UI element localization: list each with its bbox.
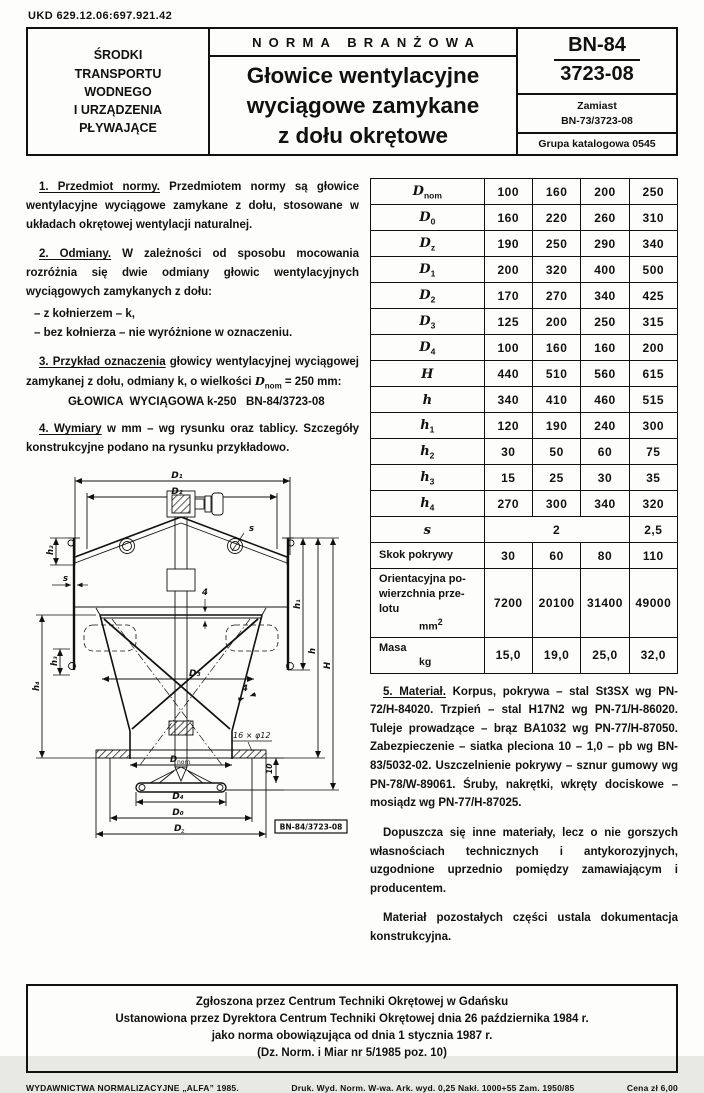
dim-value: 80 (581, 543, 629, 569)
dim-label: $D_3$ (371, 309, 485, 335)
dim-label: $D_{nom}$ (371, 179, 485, 205)
dim-label-h2: h₂ (46, 544, 56, 555)
section-4-text: w mm – wg rysunku oraz tablicy. Szczegóły konstrukcyjne podano na rysunku przykładowo. (26, 423, 359, 454)
dim-label-d4: D₄ (172, 791, 184, 802)
dimension-table (370, 178, 678, 673)
dim-label-d0: D₀ (172, 807, 184, 818)
dim-value: 560 (581, 361, 629, 387)
dim-value: 50 (532, 439, 580, 465)
dim-value: 2 (484, 517, 629, 543)
dim-value: 515 (629, 387, 677, 413)
section-2 (26, 245, 359, 301)
replaces-label: Zamiast (577, 100, 617, 112)
dim-value: 35 (629, 465, 677, 491)
dim-value: 460 (581, 387, 629, 413)
dim-value: 200 (484, 257, 532, 283)
dim-value: 170 (484, 283, 532, 309)
section-2-heading: 2. Odmiany. (39, 248, 112, 261)
dim-value: 510 (532, 361, 580, 387)
table-row (371, 638, 678, 673)
section-2-bullets (26, 305, 359, 342)
dim-label-d3: D₃ (189, 668, 201, 679)
right-column (370, 178, 678, 957)
replaces-value: BN-73/3723-08 (561, 114, 633, 127)
dim-value: 270 (484, 491, 532, 517)
dim-label: H (371, 361, 485, 387)
dim-label-4-funnel: 4 (242, 683, 248, 694)
dim-value: 60 (581, 439, 629, 465)
table-row (371, 257, 678, 283)
dim-value: 410 (532, 387, 580, 413)
dim-value: 300 (629, 413, 677, 439)
table-row (371, 413, 678, 439)
title-line: wyciągowe zamykane (246, 92, 480, 118)
dim-value: 340 (484, 387, 532, 413)
approval-line: Ustanowiona przez Dyrektora Centrum Techniki Okrętowej dnia 26 października 1984 r. (115, 1012, 589, 1025)
section-1-text: Przedmiotem normy są głowice wentylacyjne wyciągowe zamykane z dołu, stosowane w układach okrętowej wentylacji naturalnej. (26, 181, 359, 231)
dim-value: 190 (484, 231, 532, 257)
dim-value: 320 (532, 257, 580, 283)
dim-value: 120 (484, 413, 532, 439)
table-row (371, 465, 678, 491)
standard-number-cell (516, 29, 676, 154)
dim-value: 340 (629, 231, 677, 257)
dim-label-10: 10 (265, 763, 274, 774)
section-2-text: W zależności od sposobu mocowania rozróżnia się dwie odmiany głowic wentylacyjnych wyciągowych zamykanych z dołu: (26, 248, 359, 298)
dim-label: $h_3$ (371, 465, 485, 491)
dim-label: Skok pokrywy (371, 543, 485, 569)
approval-line: Zgłoszona przez Centrum Techniki Okrętowej w Gdańsku (195, 995, 509, 1008)
table-row (371, 439, 678, 465)
category-line: WODNEGO (84, 84, 152, 99)
dim-value: 2,5 (629, 517, 677, 543)
dim-value: 75 (629, 439, 677, 465)
table-row (371, 283, 678, 309)
bullet-item: – bez kołnierza – nie wyróżnione w oznaczeniu. (34, 326, 293, 339)
dim-label-s-cone: s (249, 523, 255, 534)
dim-label: Orientacyjna po- wierzchnia prze- lotu $mm^2$ (371, 569, 485, 638)
dim-value: 100 (484, 179, 532, 205)
section-3-text: głowicy wentylacyjnej wyciągowej zamykanej z dołu, odmiany k, o wielkości (26, 356, 359, 388)
dim-value: 500 (629, 257, 677, 283)
dim-value: 20100 (532, 569, 580, 638)
document-title (210, 57, 516, 154)
category-line: ŚRODKI (93, 48, 143, 63)
section-5-heading: 5. Materiał. (383, 685, 446, 698)
left-column (26, 178, 359, 855)
dim-value: 340 (581, 491, 629, 517)
table-row (371, 205, 678, 231)
dim-value: 60 (532, 543, 580, 569)
dim-label-h: h (308, 647, 318, 654)
content-columns (26, 178, 678, 957)
section-1 (26, 178, 359, 234)
standard-number-code: 3723-08 (560, 63, 634, 85)
approval-line: (Dz. Norm. i Miar nr 5/1985 poz. 10) (257, 1047, 447, 1060)
dim-value: 19,0 (532, 638, 580, 673)
standard-header-box (26, 27, 678, 156)
dim-value: 200 (581, 179, 629, 205)
dim-value: 32,0 (629, 638, 677, 673)
section-1-heading: 1. Przedmiot normy. (39, 181, 160, 194)
category-line: TRANSPORTU (74, 66, 162, 81)
title-line: Głowice wentylacyjne (246, 63, 480, 89)
dim-value: 160 (532, 179, 580, 205)
replaces-cell (518, 95, 676, 134)
section-3-heading: 3. Przykład oznaczenia (39, 356, 166, 369)
section-5 (370, 683, 678, 947)
dim-label-h1: h₁ (293, 598, 303, 609)
dim-label-s-wall: s (63, 573, 69, 584)
approval-line: jako norma obowiązująca od dnia 1 stycznia 1987 r. (211, 1030, 493, 1043)
dim-label-4-cover: 4 (202, 587, 208, 598)
dim-value: 100 (484, 335, 532, 361)
table-row (371, 231, 678, 257)
category-cell (28, 29, 210, 154)
dim-value: 290 (581, 231, 629, 257)
dim-value: 7200 (484, 569, 532, 638)
dim-label-d2: D₂ (171, 486, 183, 497)
technical-drawing-container (26, 469, 359, 856)
dim-label: $D_1$ (371, 257, 485, 283)
table-row (371, 309, 678, 335)
dim-label-dz-sub: z (181, 826, 185, 835)
dim-value: 25,0 (581, 638, 629, 673)
dim-value: 340 (581, 283, 629, 309)
dim-value: 250 (629, 179, 677, 205)
technical-drawing (26, 469, 359, 851)
dim-value: 320 (629, 491, 677, 517)
holes-note: 16 × φ12 (233, 730, 271, 740)
section-3 (26, 353, 359, 393)
table-row (371, 335, 678, 361)
dim-value: 400 (581, 257, 629, 283)
dim-value: 15,0 (484, 638, 532, 673)
dim-value: 160 (581, 335, 629, 361)
section-5-para2: Dopuszcza się inne materiały, lecz o nie gorszych własnościach technicznych i antykorozyjnych, uzgodnione uprzednio pomiędzy zamawiającym i producentem. (370, 826, 678, 895)
dim-value: 30 (484, 543, 532, 569)
table-row (371, 179, 678, 205)
section-5-para3: Materiał pozostałych części ustala dokumentacja konstrukcyjna. (370, 912, 678, 944)
dim-value: 310 (629, 205, 677, 231)
section-4 (26, 420, 359, 457)
table-row (371, 569, 678, 638)
publisher: WYDAWNICTWA NORMALIZACYJNE „ALFA” 1985. (26, 1082, 239, 1093)
section-5-para1 (370, 683, 678, 813)
dim-value: 260 (581, 205, 629, 231)
dimension-table-body (371, 179, 678, 673)
category-line: I URZĄDZENIA (73, 102, 163, 117)
dim-value: 110 (629, 543, 677, 569)
dim-label: $D_z$ (371, 231, 485, 257)
standard-number (518, 29, 676, 95)
udc-classification: UKD 629.12.06:697.921.42 (28, 10, 173, 22)
dim-value: 25 (532, 465, 580, 491)
dim-label: Masa kg (371, 638, 485, 673)
dim-label: $h_1$ (371, 413, 485, 439)
dim-value: 250 (581, 309, 629, 335)
dim-label-H: H (323, 661, 333, 669)
approval-box (26, 984, 678, 1073)
imprint-footer (26, 1083, 678, 1093)
dim-label-dz-base: D (174, 823, 182, 834)
dim-value: 160 (532, 335, 580, 361)
dim-value: 300 (532, 491, 580, 517)
table-row (371, 517, 678, 543)
table-row (371, 491, 678, 517)
dim-label: s (371, 517, 485, 543)
dim-value: 30 (581, 465, 629, 491)
drawing-stamp: BN-84/3723-08 (279, 822, 343, 831)
price: Cena zł 6,00 (626, 1082, 678, 1093)
dim-value: 160 (484, 205, 532, 231)
dim-value: 425 (629, 283, 677, 309)
dim-value: 15 (484, 465, 532, 491)
dim-value: 30 (484, 439, 532, 465)
table-row (371, 543, 678, 569)
title-line: z dołu okrętowe (277, 122, 448, 148)
dim-value: 49000 (629, 569, 677, 638)
bullet-item: – z kołnierzem – k, (34, 308, 135, 321)
dim-value: 250 (532, 231, 580, 257)
dim-value: 200 (629, 335, 677, 361)
dim-label: $D_4$ (371, 335, 485, 361)
dim-value: 190 (532, 413, 580, 439)
dim-value: 240 (581, 413, 629, 439)
title-cell (210, 29, 516, 154)
norm-type-label: NORMA BRANŻOWA (210, 29, 516, 57)
dim-label-h4: h₄ (32, 680, 42, 691)
dim-value: 220 (532, 205, 580, 231)
dnom-symbol: $D_{nom}$ (254, 374, 282, 391)
catalog-group: Grupa katalogowa 0545 (538, 138, 656, 151)
dim-label-dnom-sub: nom (177, 758, 191, 766)
dim-label-d1: D₁ (171, 470, 183, 481)
dim-value: 615 (629, 361, 677, 387)
dim-label: $D_0$ (371, 205, 485, 231)
table-row (371, 387, 678, 413)
dim-value: 270 (532, 283, 580, 309)
dim-label: $h_4$ (371, 491, 485, 517)
print-info: Druk. Wyd. Norm. W-wa. Ark. wyd. 0,25 Nakł. 1000+55 Zam. 1950/85 (291, 1082, 575, 1093)
dim-value: 31400 (581, 569, 629, 638)
designation-example: GŁOWICA WYCIĄGOWA k-250 BN-84/3723-08 (68, 396, 325, 409)
dim-label: h (371, 387, 485, 413)
dim-value: 440 (484, 361, 532, 387)
dim-label: $D_2$ (371, 283, 485, 309)
dim-value: 200 (532, 309, 580, 335)
table-row (371, 361, 678, 387)
dnom-value: = 250 mm: (281, 376, 342, 388)
standard-number-year: BN-84 (554, 34, 640, 61)
dim-value: 125 (484, 309, 532, 335)
dim-label: $h_2$ (371, 439, 485, 465)
section-4-heading: 4. Wymiary (39, 423, 102, 436)
section-5-text: Korpus, pokrywa – stal St3SX wg PN-72/H-84020. Trzpień – stal H17N2 wg PN-71/H-86020. Tuleje prowadzące – brąz BA1032 wg PN-77/H-87050. Zabezpieczenie – siatka pleciona 10 – 1,0 – pb wg BN-83/5032-02. Uszczelnienie pokrywy – sznur gumowy wg PN-78/W-89061. Śruby, nakrętki, wkręty dociskowe – mosiądz wg PN-77/H-87025. (370, 685, 679, 810)
category-line: PŁYWAJĄCE (79, 120, 157, 135)
dim-label-h3: h₃ (50, 655, 60, 666)
dim-label-dnom-base: D (170, 754, 178, 765)
dim-value: 315 (629, 309, 677, 335)
